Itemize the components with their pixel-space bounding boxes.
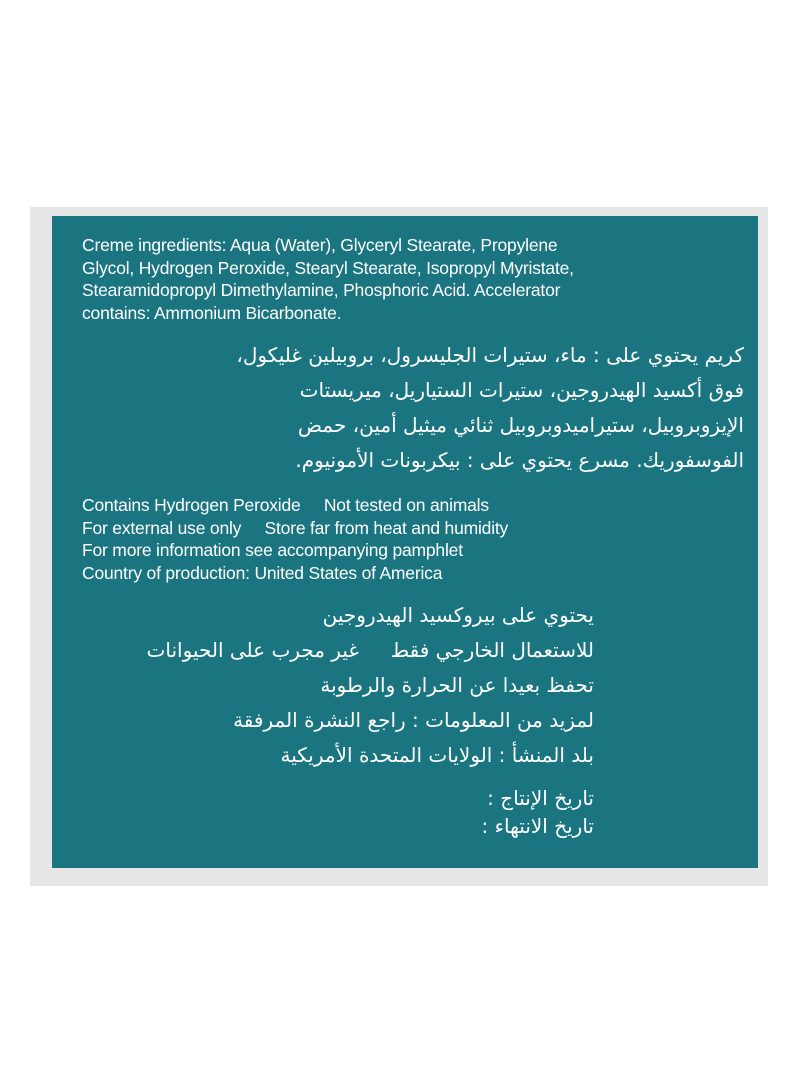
warning-en-line: For external use only Store far from heat and humidity <box>82 517 509 538</box>
ingredients-en-line: Stearamidopropyl Dimethylamine, Phosphoric Acid. Accelerator <box>82 280 561 300</box>
warnings-english <box>82 494 722 584</box>
expiry-date-label: تاريخ الانتهاء : <box>481 814 594 838</box>
warning-ar-line: تحفظ بعيدا عن الحرارة والرطوبة <box>320 673 594 697</box>
warning-en-line: Contains Hydrogen Peroxide Not tested on animals <box>82 495 489 515</box>
ingredients-ar-line: الإيزوبروبيل، ستيراميدوبروبيل ثنائي ميثيل أمين، حمض <box>297 413 744 437</box>
warning-ar-line: يحتوي على بيروكسيد الهيدروجين <box>322 603 594 627</box>
dates-arabic <box>114 784 594 840</box>
country-of-production: Country of production: United States of America <box>82 562 443 583</box>
ingredients-english <box>82 234 722 324</box>
product-label-panel <box>52 216 758 868</box>
warnings-arabic <box>114 598 594 773</box>
ingredients-ar-line: الفوسفوريك. مسرع يحتوي على : بيكربونات الأمونيوم. <box>295 448 744 472</box>
country-of-origin-ar: بلد المنشأ : الولايات المتحدة الأمريكية <box>280 743 594 767</box>
ingredients-en-line: Creme ingredients: Aqua (Water), Glyceryl Stearate, Propylene <box>82 235 558 255</box>
warning-ar-line: لمزيد من المعلومات : راجع النشرة المرفقة <box>233 708 594 732</box>
ingredients-en-line: Glycol, Hydrogen Peroxide, Stearyl Stearate, Isopropyl Myristate, <box>82 257 574 278</box>
warning-ar-line: للاستعمال الخارجي فقط غير مجرب على الحيوانات <box>146 638 594 662</box>
ingredients-ar-line: فوق أكسيد الهيدروجين، ستيرات الستياريل، ميريستات <box>299 378 744 402</box>
ingredients-en-line: contains: Ammonium Bicarbonate. <box>82 302 342 323</box>
ingredients-arabic <box>104 338 744 478</box>
warning-en-line: For more information see accompanying pamphlet <box>82 540 463 560</box>
production-date-label: تاريخ الإنتاج : <box>487 786 594 810</box>
ingredients-ar-line: كريم يحتوي على : ماء، ستيرات الجليسرول، بروبيلين غليكول، <box>236 343 744 367</box>
